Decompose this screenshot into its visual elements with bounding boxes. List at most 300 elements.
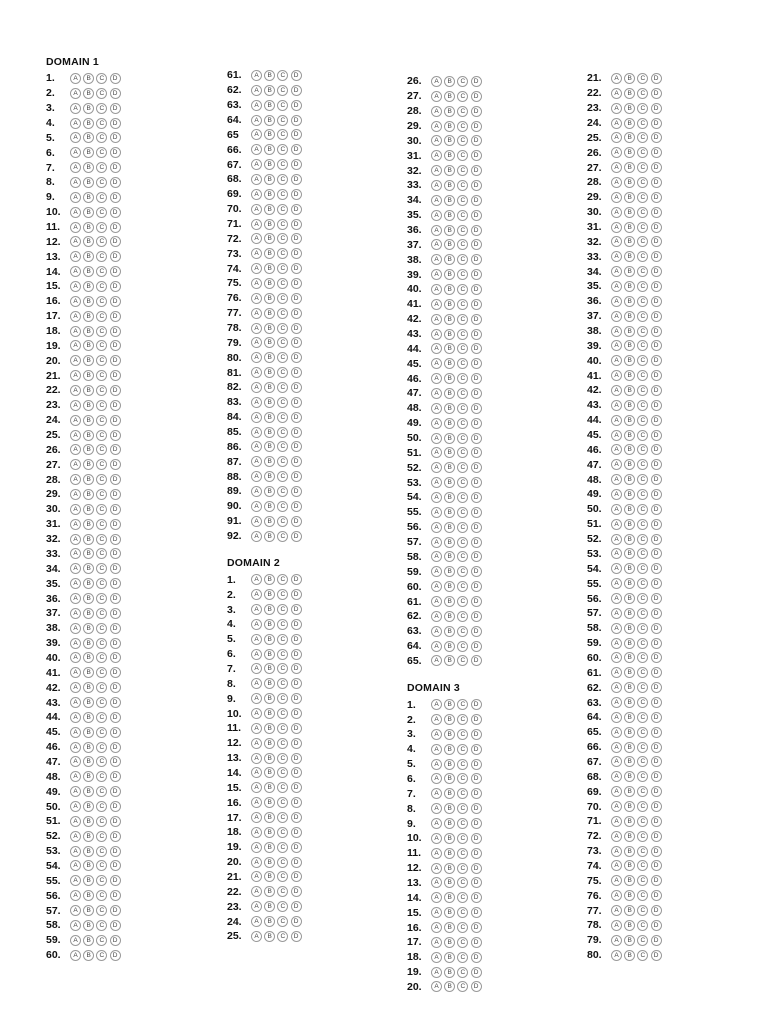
answer-bubble-c[interactable]: C (96, 727, 107, 738)
answer-bubble-c[interactable]: C (457, 314, 468, 325)
answer-bubble-b[interactable]: B (83, 162, 94, 173)
answer-bubble-a[interactable]: A (611, 950, 622, 961)
answer-bubble-b[interactable]: B (83, 742, 94, 753)
answer-bubble-c[interactable]: C (277, 367, 288, 378)
answer-bubble-a[interactable]: A (431, 299, 442, 310)
answer-bubble-d[interactable]: D (110, 73, 121, 84)
answer-bubble-d[interactable]: D (291, 827, 302, 838)
answer-bubble-c[interactable]: C (277, 85, 288, 96)
answer-bubble-d[interactable]: D (471, 299, 482, 310)
answer-bubble-a[interactable]: A (611, 222, 622, 233)
answer-bubble-b[interactable]: B (264, 782, 275, 793)
answer-bubble-c[interactable]: C (96, 742, 107, 753)
answer-bubble-c[interactable]: C (457, 358, 468, 369)
answer-bubble-b[interactable]: B (624, 890, 635, 901)
answer-bubble-d[interactable]: D (291, 174, 302, 185)
answer-bubble-d[interactable]: D (471, 581, 482, 592)
answer-bubble-c[interactable]: C (277, 589, 288, 600)
answer-bubble-d[interactable]: D (291, 159, 302, 170)
answer-bubble-d[interactable]: D (291, 471, 302, 482)
answer-bubble-c[interactable]: C (637, 207, 648, 218)
answer-bubble-a[interactable]: A (431, 462, 442, 473)
answer-bubble-d[interactable]: D (651, 548, 662, 559)
answer-bubble-c[interactable]: C (637, 534, 648, 545)
answer-bubble-d[interactable]: D (291, 812, 302, 823)
answer-bubble-c[interactable]: C (96, 875, 107, 886)
answer-bubble-c[interactable]: C (637, 400, 648, 411)
answer-bubble-c[interactable]: C (96, 935, 107, 946)
answer-bubble-c[interactable]: C (277, 678, 288, 689)
answer-bubble-c[interactable]: C (637, 786, 648, 797)
answer-bubble-d[interactable]: D (110, 296, 121, 307)
answer-bubble-c[interactable]: C (277, 486, 288, 497)
answer-bubble-b[interactable]: B (624, 534, 635, 545)
answer-bubble-c[interactable]: C (277, 308, 288, 319)
answer-bubble-b[interactable]: B (264, 263, 275, 274)
answer-bubble-a[interactable]: A (611, 326, 622, 337)
answer-bubble-d[interactable]: D (291, 753, 302, 764)
answer-bubble-d[interactable]: D (651, 103, 662, 114)
answer-bubble-a[interactable]: A (431, 403, 442, 414)
answer-bubble-d[interactable]: D (651, 281, 662, 292)
answer-bubble-c[interactable]: C (457, 225, 468, 236)
answer-bubble-c[interactable]: C (457, 863, 468, 874)
answer-bubble-a[interactable]: A (70, 370, 81, 381)
answer-bubble-a[interactable]: A (251, 352, 262, 363)
answer-bubble-d[interactable]: D (110, 192, 121, 203)
answer-bubble-d[interactable]: D (471, 937, 482, 948)
answer-bubble-d[interactable]: D (291, 574, 302, 585)
answer-bubble-c[interactable]: C (637, 474, 648, 485)
answer-bubble-d[interactable]: D (291, 678, 302, 689)
answer-bubble-d[interactable]: D (651, 355, 662, 366)
answer-bubble-b[interactable]: B (264, 901, 275, 912)
answer-bubble-a[interactable]: A (611, 207, 622, 218)
answer-bubble-d[interactable]: D (291, 797, 302, 808)
answer-bubble-a[interactable]: A (431, 773, 442, 784)
answer-bubble-c[interactable]: C (96, 831, 107, 842)
answer-bubble-d[interactable]: D (291, 693, 302, 704)
answer-bubble-c[interactable]: C (457, 922, 468, 933)
answer-bubble-a[interactable]: A (431, 135, 442, 146)
answer-bubble-a[interactable]: A (431, 106, 442, 117)
answer-bubble-a[interactable]: A (431, 492, 442, 503)
answer-bubble-a[interactable]: A (431, 714, 442, 725)
answer-bubble-d[interactable]: D (471, 150, 482, 161)
answer-bubble-b[interactable]: B (264, 916, 275, 927)
answer-bubble-c[interactable]: C (457, 907, 468, 918)
answer-bubble-a[interactable]: A (611, 192, 622, 203)
answer-bubble-d[interactable]: D (291, 782, 302, 793)
answer-bubble-b[interactable]: B (444, 180, 455, 191)
answer-bubble-a[interactable]: A (70, 177, 81, 188)
answer-bubble-a[interactable]: A (611, 474, 622, 485)
answer-bubble-c[interactable]: C (96, 786, 107, 797)
answer-bubble-b[interactable]: B (444, 744, 455, 755)
answer-bubble-a[interactable]: A (70, 192, 81, 203)
answer-bubble-d[interactable]: D (291, 85, 302, 96)
answer-bubble-b[interactable]: B (624, 326, 635, 337)
answer-bubble-a[interactable]: A (611, 281, 622, 292)
answer-bubble-d[interactable]: D (471, 522, 482, 533)
answer-bubble-d[interactable]: D (291, 931, 302, 942)
answer-bubble-c[interactable]: C (457, 418, 468, 429)
answer-bubble-a[interactable]: A (70, 459, 81, 470)
answer-bubble-a[interactable]: A (431, 373, 442, 384)
answer-bubble-c[interactable]: C (277, 857, 288, 868)
answer-bubble-c[interactable]: C (96, 623, 107, 634)
answer-bubble-c[interactable]: C (277, 797, 288, 808)
answer-bubble-b[interactable]: B (83, 326, 94, 337)
answer-bubble-c[interactable]: C (96, 132, 107, 143)
answer-bubble-c[interactable]: C (457, 833, 468, 844)
answer-bubble-a[interactable]: A (611, 504, 622, 515)
answer-bubble-d[interactable]: D (110, 340, 121, 351)
answer-bubble-a[interactable]: A (611, 875, 622, 886)
answer-bubble-d[interactable]: D (471, 135, 482, 146)
answer-bubble-b[interactable]: B (444, 329, 455, 340)
answer-bubble-b[interactable]: B (624, 667, 635, 678)
answer-bubble-b[interactable]: B (83, 444, 94, 455)
answer-bubble-c[interactable]: C (457, 447, 468, 458)
answer-bubble-a[interactable]: A (70, 311, 81, 322)
answer-bubble-a[interactable]: A (251, 471, 262, 482)
answer-bubble-b[interactable]: B (83, 177, 94, 188)
answer-bubble-a[interactable]: A (431, 922, 442, 933)
answer-bubble-a[interactable]: A (611, 519, 622, 530)
answer-bubble-a[interactable]: A (611, 311, 622, 322)
answer-bubble-c[interactable]: C (637, 727, 648, 738)
answer-bubble-d[interactable]: D (291, 382, 302, 393)
answer-bubble-b[interactable]: B (444, 195, 455, 206)
answer-bubble-b[interactable]: B (444, 907, 455, 918)
answer-bubble-a[interactable]: A (431, 803, 442, 814)
answer-bubble-c[interactable]: C (277, 219, 288, 230)
answer-bubble-b[interactable]: B (624, 400, 635, 411)
answer-bubble-d[interactable]: D (110, 281, 121, 292)
answer-bubble-a[interactable]: A (431, 537, 442, 548)
answer-bubble-c[interactable]: C (637, 118, 648, 129)
answer-bubble-b[interactable]: B (83, 875, 94, 886)
answer-bubble-d[interactable]: D (651, 578, 662, 589)
answer-bubble-d[interactable]: D (651, 563, 662, 574)
answer-bubble-d[interactable]: D (471, 566, 482, 577)
answer-bubble-a[interactable]: A (431, 611, 442, 622)
answer-bubble-d[interactable]: D (651, 118, 662, 129)
answer-bubble-b[interactable]: B (624, 73, 635, 84)
answer-bubble-b[interactable]: B (624, 563, 635, 574)
answer-bubble-b[interactable]: B (264, 219, 275, 230)
answer-bubble-b[interactable]: B (83, 935, 94, 946)
answer-bubble-a[interactable]: A (431, 343, 442, 354)
answer-bubble-c[interactable]: C (96, 519, 107, 530)
answer-bubble-a[interactable]: A (431, 418, 442, 429)
answer-bubble-a[interactable]: A (431, 522, 442, 533)
answer-bubble-c[interactable]: C (96, 534, 107, 545)
answer-bubble-d[interactable]: D (471, 121, 482, 132)
answer-bubble-b[interactable]: B (264, 70, 275, 81)
answer-bubble-b[interactable]: B (444, 210, 455, 221)
answer-bubble-c[interactable]: C (637, 801, 648, 812)
answer-bubble-a[interactable]: A (251, 70, 262, 81)
answer-bubble-b[interactable]: B (624, 192, 635, 203)
answer-bubble-d[interactable]: D (110, 430, 121, 441)
answer-bubble-a[interactable]: A (251, 278, 262, 289)
answer-bubble-b[interactable]: B (444, 225, 455, 236)
answer-bubble-d[interactable]: D (471, 848, 482, 859)
answer-bubble-c[interactable]: C (457, 284, 468, 295)
answer-bubble-d[interactable]: D (110, 771, 121, 782)
answer-bubble-b[interactable]: B (444, 877, 455, 888)
answer-bubble-a[interactable]: A (431, 744, 442, 755)
answer-bubble-d[interactable]: D (291, 144, 302, 155)
answer-bubble-a[interactable]: A (251, 812, 262, 823)
answer-bubble-a[interactable]: A (431, 447, 442, 458)
answer-bubble-b[interactable]: B (83, 251, 94, 262)
answer-bubble-d[interactable]: D (291, 248, 302, 259)
answer-bubble-a[interactable]: A (251, 174, 262, 185)
answer-bubble-a[interactable]: A (70, 608, 81, 619)
answer-bubble-a[interactable]: A (611, 548, 622, 559)
answer-bubble-a[interactable]: A (611, 935, 622, 946)
answer-bubble-b[interactable]: B (264, 293, 275, 304)
answer-bubble-a[interactable]: A (70, 890, 81, 901)
answer-bubble-b[interactable]: B (624, 846, 635, 857)
answer-bubble-a[interactable]: A (70, 251, 81, 262)
answer-bubble-b[interactable]: B (83, 950, 94, 961)
answer-bubble-b[interactable]: B (264, 589, 275, 600)
answer-bubble-a[interactable]: A (251, 663, 262, 674)
answer-bubble-a[interactable]: A (251, 397, 262, 408)
answer-bubble-d[interactable]: D (110, 103, 121, 114)
answer-bubble-c[interactable]: C (96, 118, 107, 129)
answer-bubble-c[interactable]: C (96, 771, 107, 782)
answer-bubble-d[interactable]: D (291, 397, 302, 408)
answer-bubble-d[interactable]: D (471, 907, 482, 918)
answer-bubble-b[interactable]: B (624, 593, 635, 604)
answer-bubble-b[interactable]: B (624, 786, 635, 797)
answer-bubble-a[interactable]: A (431, 937, 442, 948)
answer-bubble-d[interactable]: D (110, 950, 121, 961)
answer-bubble-c[interactable]: C (457, 655, 468, 666)
answer-bubble-c[interactable]: C (637, 326, 648, 337)
answer-bubble-c[interactable]: C (457, 492, 468, 503)
answer-bubble-d[interactable]: D (471, 641, 482, 652)
answer-bubble-c[interactable]: C (457, 848, 468, 859)
answer-bubble-b[interactable]: B (83, 370, 94, 381)
answer-bubble-b[interactable]: B (264, 412, 275, 423)
answer-bubble-d[interactable]: D (110, 474, 121, 485)
answer-bubble-d[interactable]: D (110, 251, 121, 262)
answer-bubble-c[interactable]: C (96, 370, 107, 381)
answer-bubble-b[interactable]: B (624, 459, 635, 470)
answer-bubble-c[interactable]: C (637, 652, 648, 663)
answer-bubble-b[interactable]: B (444, 892, 455, 903)
answer-bubble-c[interactable]: C (96, 474, 107, 485)
answer-bubble-c[interactable]: C (637, 88, 648, 99)
answer-bubble-b[interactable]: B (264, 531, 275, 542)
answer-bubble-b[interactable]: B (264, 278, 275, 289)
answer-bubble-c[interactable]: C (457, 981, 468, 992)
answer-bubble-b[interactable]: B (624, 935, 635, 946)
answer-bubble-c[interactable]: C (637, 756, 648, 767)
answer-bubble-a[interactable]: A (251, 85, 262, 96)
answer-bubble-d[interactable]: D (291, 886, 302, 897)
answer-bubble-a[interactable]: A (251, 427, 262, 438)
answer-bubble-d[interactable]: D (291, 70, 302, 81)
answer-bubble-a[interactable]: A (611, 846, 622, 857)
answer-bubble-d[interactable]: D (110, 88, 121, 99)
answer-bubble-c[interactable]: C (637, 623, 648, 634)
answer-bubble-b[interactable]: B (83, 192, 94, 203)
answer-bubble-c[interactable]: C (637, 742, 648, 753)
answer-bubble-d[interactable]: D (651, 727, 662, 738)
answer-bubble-a[interactable]: A (611, 400, 622, 411)
answer-bubble-c[interactable]: C (277, 456, 288, 467)
answer-bubble-b[interactable]: B (624, 222, 635, 233)
answer-bubble-d[interactable]: D (651, 222, 662, 233)
answer-bubble-c[interactable]: C (637, 236, 648, 247)
answer-bubble-c[interactable]: C (637, 311, 648, 322)
answer-bubble-c[interactable]: C (277, 871, 288, 882)
answer-bubble-d[interactable]: D (291, 723, 302, 734)
answer-bubble-b[interactable]: B (264, 708, 275, 719)
answer-bubble-a[interactable]: A (611, 905, 622, 916)
answer-bubble-a[interactable]: A (611, 608, 622, 619)
answer-bubble-d[interactable]: D (110, 459, 121, 470)
answer-bubble-c[interactable]: C (457, 329, 468, 340)
answer-bubble-a[interactable]: A (431, 195, 442, 206)
answer-bubble-b[interactable]: B (264, 337, 275, 348)
answer-bubble-d[interactable]: D (291, 738, 302, 749)
answer-bubble-b[interactable]: B (264, 738, 275, 749)
answer-bubble-a[interactable]: A (251, 738, 262, 749)
answer-bubble-c[interactable]: C (96, 712, 107, 723)
answer-bubble-b[interactable]: B (444, 937, 455, 948)
answer-bubble-a[interactable]: A (70, 236, 81, 247)
answer-bubble-b[interactable]: B (83, 563, 94, 574)
answer-bubble-b[interactable]: B (624, 251, 635, 262)
answer-bubble-b[interactable]: B (444, 299, 455, 310)
answer-bubble-a[interactable]: A (431, 91, 442, 102)
answer-bubble-b[interactable]: B (624, 875, 635, 886)
answer-bubble-a[interactable]: A (251, 589, 262, 600)
answer-bubble-d[interactable]: D (651, 444, 662, 455)
answer-bubble-a[interactable]: A (251, 871, 262, 882)
answer-bubble-a[interactable]: A (70, 801, 81, 812)
answer-bubble-d[interactable]: D (651, 652, 662, 663)
answer-bubble-c[interactable]: C (457, 106, 468, 117)
answer-bubble-a[interactable]: A (70, 920, 81, 931)
answer-bubble-a[interactable]: A (251, 649, 262, 660)
answer-bubble-c[interactable]: C (637, 266, 648, 277)
answer-bubble-c[interactable]: C (96, 652, 107, 663)
answer-bubble-b[interactable]: B (444, 343, 455, 354)
answer-bubble-d[interactable]: D (471, 106, 482, 117)
answer-bubble-a[interactable]: A (70, 340, 81, 351)
answer-bubble-d[interactable]: D (471, 254, 482, 265)
answer-bubble-b[interactable]: B (83, 771, 94, 782)
answer-bubble-d[interactable]: D (110, 415, 121, 426)
answer-bubble-b[interactable]: B (444, 566, 455, 577)
answer-bubble-d[interactable]: D (110, 935, 121, 946)
answer-bubble-c[interactable]: C (457, 788, 468, 799)
answer-bubble-a[interactable]: A (251, 574, 262, 585)
answer-bubble-c[interactable]: C (457, 581, 468, 592)
answer-bubble-a[interactable]: A (251, 412, 262, 423)
answer-bubble-c[interactable]: C (457, 952, 468, 963)
answer-bubble-d[interactable]: D (471, 981, 482, 992)
answer-bubble-c[interactable]: C (637, 103, 648, 114)
answer-bubble-c[interactable]: C (96, 385, 107, 396)
answer-bubble-b[interactable]: B (83, 727, 94, 738)
answer-bubble-d[interactable]: D (651, 608, 662, 619)
answer-bubble-d[interactable]: D (471, 269, 482, 280)
answer-bubble-b[interactable]: B (624, 340, 635, 351)
answer-bubble-d[interactable]: D (110, 890, 121, 901)
answer-bubble-a[interactable]: A (251, 678, 262, 689)
answer-bubble-c[interactable]: C (96, 400, 107, 411)
answer-bubble-c[interactable]: C (277, 634, 288, 645)
answer-bubble-d[interactable]: D (651, 875, 662, 886)
answer-bubble-b[interactable]: B (83, 459, 94, 470)
answer-bubble-c[interactable]: C (277, 649, 288, 660)
answer-bubble-d[interactable]: D (291, 604, 302, 615)
answer-bubble-c[interactable]: C (277, 397, 288, 408)
answer-bubble-a[interactable]: A (70, 638, 81, 649)
answer-bubble-c[interactable]: C (96, 103, 107, 114)
answer-bubble-c[interactable]: C (277, 337, 288, 348)
answer-bubble-c[interactable]: C (457, 818, 468, 829)
answer-bubble-b[interactable]: B (444, 433, 455, 444)
answer-bubble-a[interactable]: A (70, 519, 81, 530)
answer-bubble-a[interactable]: A (431, 818, 442, 829)
answer-bubble-b[interactable]: B (264, 857, 275, 868)
answer-bubble-c[interactable]: C (96, 88, 107, 99)
answer-bubble-b[interactable]: B (444, 759, 455, 770)
answer-bubble-b[interactable]: B (444, 981, 455, 992)
answer-bubble-a[interactable]: A (251, 634, 262, 645)
answer-bubble-c[interactable]: C (457, 403, 468, 414)
answer-bubble-c[interactable]: C (277, 382, 288, 393)
answer-bubble-b[interactable]: B (624, 756, 635, 767)
answer-bubble-d[interactable]: D (110, 400, 121, 411)
answer-bubble-a[interactable]: A (431, 759, 442, 770)
answer-bubble-a[interactable]: A (251, 753, 262, 764)
answer-bubble-d[interactable]: D (291, 308, 302, 319)
answer-bubble-c[interactable]: C (457, 877, 468, 888)
answer-bubble-a[interactable]: A (431, 433, 442, 444)
answer-bubble-b[interactable]: B (83, 638, 94, 649)
answer-bubble-b[interactable]: B (444, 135, 455, 146)
answer-bubble-c[interactable]: C (277, 323, 288, 334)
answer-bubble-b[interactable]: B (444, 773, 455, 784)
answer-bubble-a[interactable]: A (251, 501, 262, 512)
answer-bubble-c[interactable]: C (277, 604, 288, 615)
answer-bubble-d[interactable]: D (471, 922, 482, 933)
answer-bubble-b[interactable]: B (83, 756, 94, 767)
answer-bubble-d[interactable]: D (651, 667, 662, 678)
answer-bubble-a[interactable]: A (70, 563, 81, 574)
answer-bubble-b[interactable]: B (444, 403, 455, 414)
answer-bubble-d[interactable]: D (471, 492, 482, 503)
answer-bubble-d[interactable]: D (110, 623, 121, 634)
answer-bubble-c[interactable]: C (457, 477, 468, 488)
answer-bubble-a[interactable]: A (70, 652, 81, 663)
answer-bubble-d[interactable]: D (471, 403, 482, 414)
answer-bubble-c[interactable]: C (637, 489, 648, 500)
answer-bubble-b[interactable]: B (264, 159, 275, 170)
